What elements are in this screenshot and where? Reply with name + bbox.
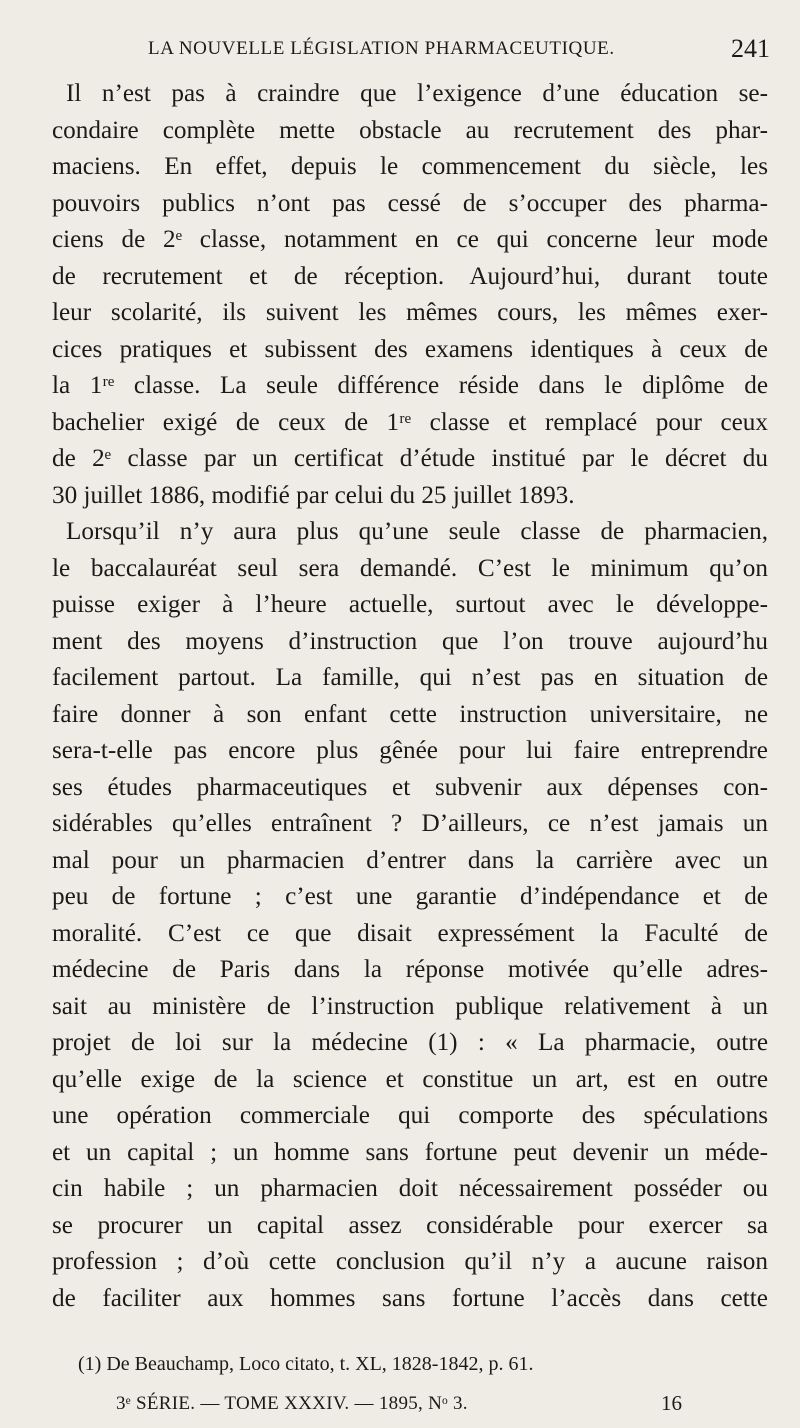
text-line: sidérables qu’elles entraînent ? D’ailleurs, ce n’est jamais un [52, 810, 768, 837]
page-number: 241 [731, 34, 770, 63]
series-volume-info: 3ᵉ SÉRIE. — TOME XXXIV. — 1895, Nᵒ 3. [116, 1393, 468, 1414]
sheet-number: 16 [661, 1391, 682, 1415]
text-line: sera-t-elle pas encore plus gênée pour lui faire entreprendre [52, 737, 768, 764]
footnote: (1) De Beauchamp, Loco citato, t. XL, 1828-1842, p. 61. [78, 1353, 534, 1375]
text-line: bachelier exigé de ceux de 1ʳᵉ classe et remplacé pour ceux [52, 408, 768, 436]
text-line: cin habile ; un pharmacien doit nécessairement posséder ou [52, 1175, 768, 1202]
text-line: sait au ministère de l’instruction publique relativement à un [52, 992, 768, 1020]
text-line: facilement partout. La famille, qui n’est pas en situation de [52, 664, 768, 691]
text-line: de recrutement et de réception. Aujourd’hui, durant toute [52, 262, 768, 290]
text-line: ciens de 2ᵉ classe, notamment en ce qui concerne leur mode [52, 226, 768, 253]
text-line: condaire complète mette obstacle au recrutement des phar- [52, 116, 768, 144]
text-line: de faciliter aux hommes sans fortune l’accès dans cette [52, 1284, 768, 1312]
text-line: 30 juillet 1886, modifié par celui du 25 juillet 1893. [52, 481, 575, 509]
text-line: médecine de Paris dans la réponse motivée qu’elle adres- [52, 956, 768, 983]
text-line: ment des moyens d’instruction que l’on trouve aujourd’hu [52, 627, 768, 655]
text-line: qu’elle exige de la science et constitue un art, est en outre [52, 1065, 768, 1093]
text-line: ses études pharmaceutiques et subvenir aux dépenses con- [52, 773, 768, 801]
text-line: cices pratiques et subissent des examens identiques à ceux de [52, 335, 768, 363]
text-line: projet de loi sur la médecine (1) : « La pharmacie, outre [52, 1029, 768, 1056]
text-line: puisse exiger à l’heure actuelle, surtout avec le développe- [52, 591, 768, 618]
text-line: moralité. C’est ce que disait expressément la Faculté de [52, 919, 768, 947]
text-line: peu de fortune ; c’est une garantie d’indépendance et de [52, 883, 768, 910]
text-line: de 2ᵉ classe par un certificat d’étude institué par le décret du [52, 445, 768, 472]
text-line: leur scolarité, ils suivent les mêmes cours, les mêmes exer- [52, 299, 768, 326]
text-line: Il n’est pas à craindre que l’exigence d’une éducation se- [66, 80, 768, 107]
text-line: une opération commerciale qui comporte des spéculations [52, 1102, 768, 1129]
text-line: le baccalauréat seul sera demandé. C’est le minimum qu’on [52, 554, 768, 582]
text-line: Lorsqu’il n’y aura plus qu’une seule classe de pharmacien, [66, 518, 768, 545]
running-head: LA NOUVELLE LÉGISLATION PHARMACEUTIQUE. [148, 38, 615, 59]
text-line: la 1ʳᵉ classe. La seule différence réside dans le diplôme de [52, 372, 768, 399]
text-line: pouvoirs publics n’ont pas cessé de s’occuper des pharma- [52, 189, 768, 217]
text-line: profession ; d’où cette conclusion qu’il n’y a aucune raison [52, 1248, 768, 1275]
text-line: maciens. En effet, depuis le commencement du siècle, les [52, 153, 768, 180]
body-text [52, 76, 768, 1317]
text-line: faire donner à son enfant cette instruction universitaire, ne [52, 700, 768, 728]
printer-signature [116, 1393, 682, 1419]
text-line: mal pour un pharmacien d’entrer dans la carrière avec un [52, 846, 768, 874]
page-header [148, 34, 770, 66]
text-line: et un capital ; un homme sans fortune peut devenir un méde- [52, 1138, 768, 1166]
text-line: se procurer un capital assez considérable pour exercer sa [52, 1211, 768, 1239]
